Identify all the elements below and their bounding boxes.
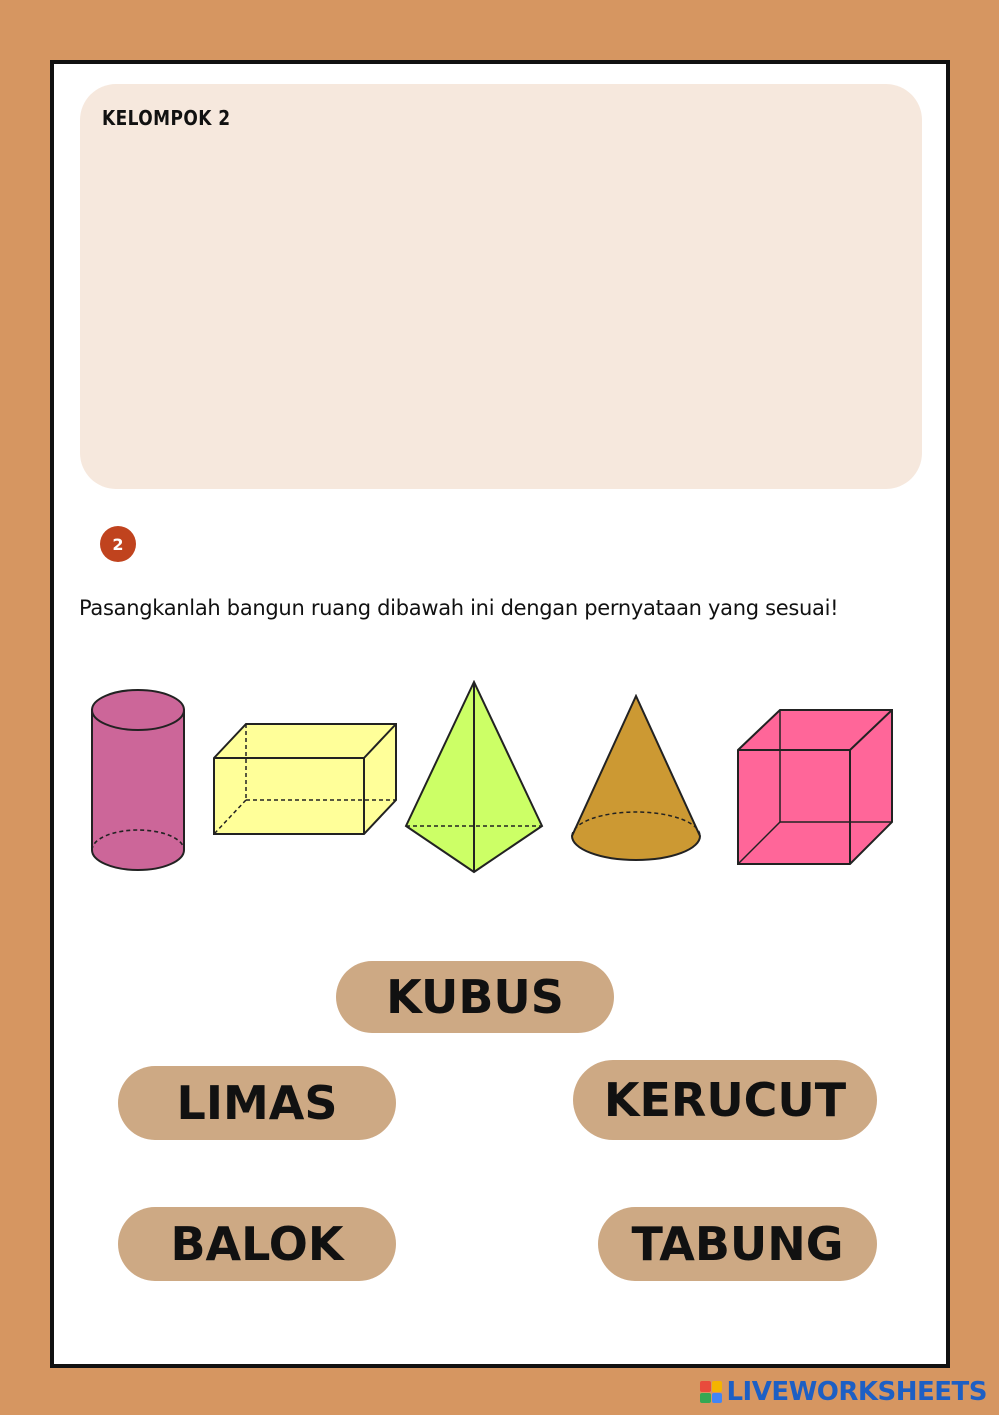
answer-balok-button[interactable]: BALOK xyxy=(118,1207,396,1281)
worksheet-page xyxy=(50,60,950,1368)
answer-kubus-button[interactable]: KUBUS xyxy=(336,961,614,1033)
group-answer-area[interactable] xyxy=(80,84,922,489)
question-instruction: Pasangkanlah bangun ruang dibawah ini dengan pernyataan yang sesuai! xyxy=(79,596,839,620)
answer-limas-button[interactable]: LIMAS xyxy=(118,1066,396,1140)
answer-tabung-button[interactable]: TABUNG xyxy=(598,1207,877,1281)
cylinder-shape[interactable] xyxy=(90,684,190,879)
cone-shape[interactable] xyxy=(570,694,702,866)
cuboid-shape[interactable] xyxy=(212,720,402,840)
liveworksheets-logo-icon xyxy=(700,1381,722,1403)
brand-name: LIVEWORKSHEETS xyxy=(726,1377,987,1407)
pyramid-shape[interactable] xyxy=(404,680,546,876)
cube-shape[interactable] xyxy=(736,708,896,868)
group-title: KELOMPOK 2 xyxy=(102,106,231,130)
liveworksheets-brand[interactable] xyxy=(700,1377,987,1407)
answer-kerucut-button[interactable]: KERUCUT xyxy=(573,1060,877,1140)
question-number-badge: 2 xyxy=(100,526,136,562)
